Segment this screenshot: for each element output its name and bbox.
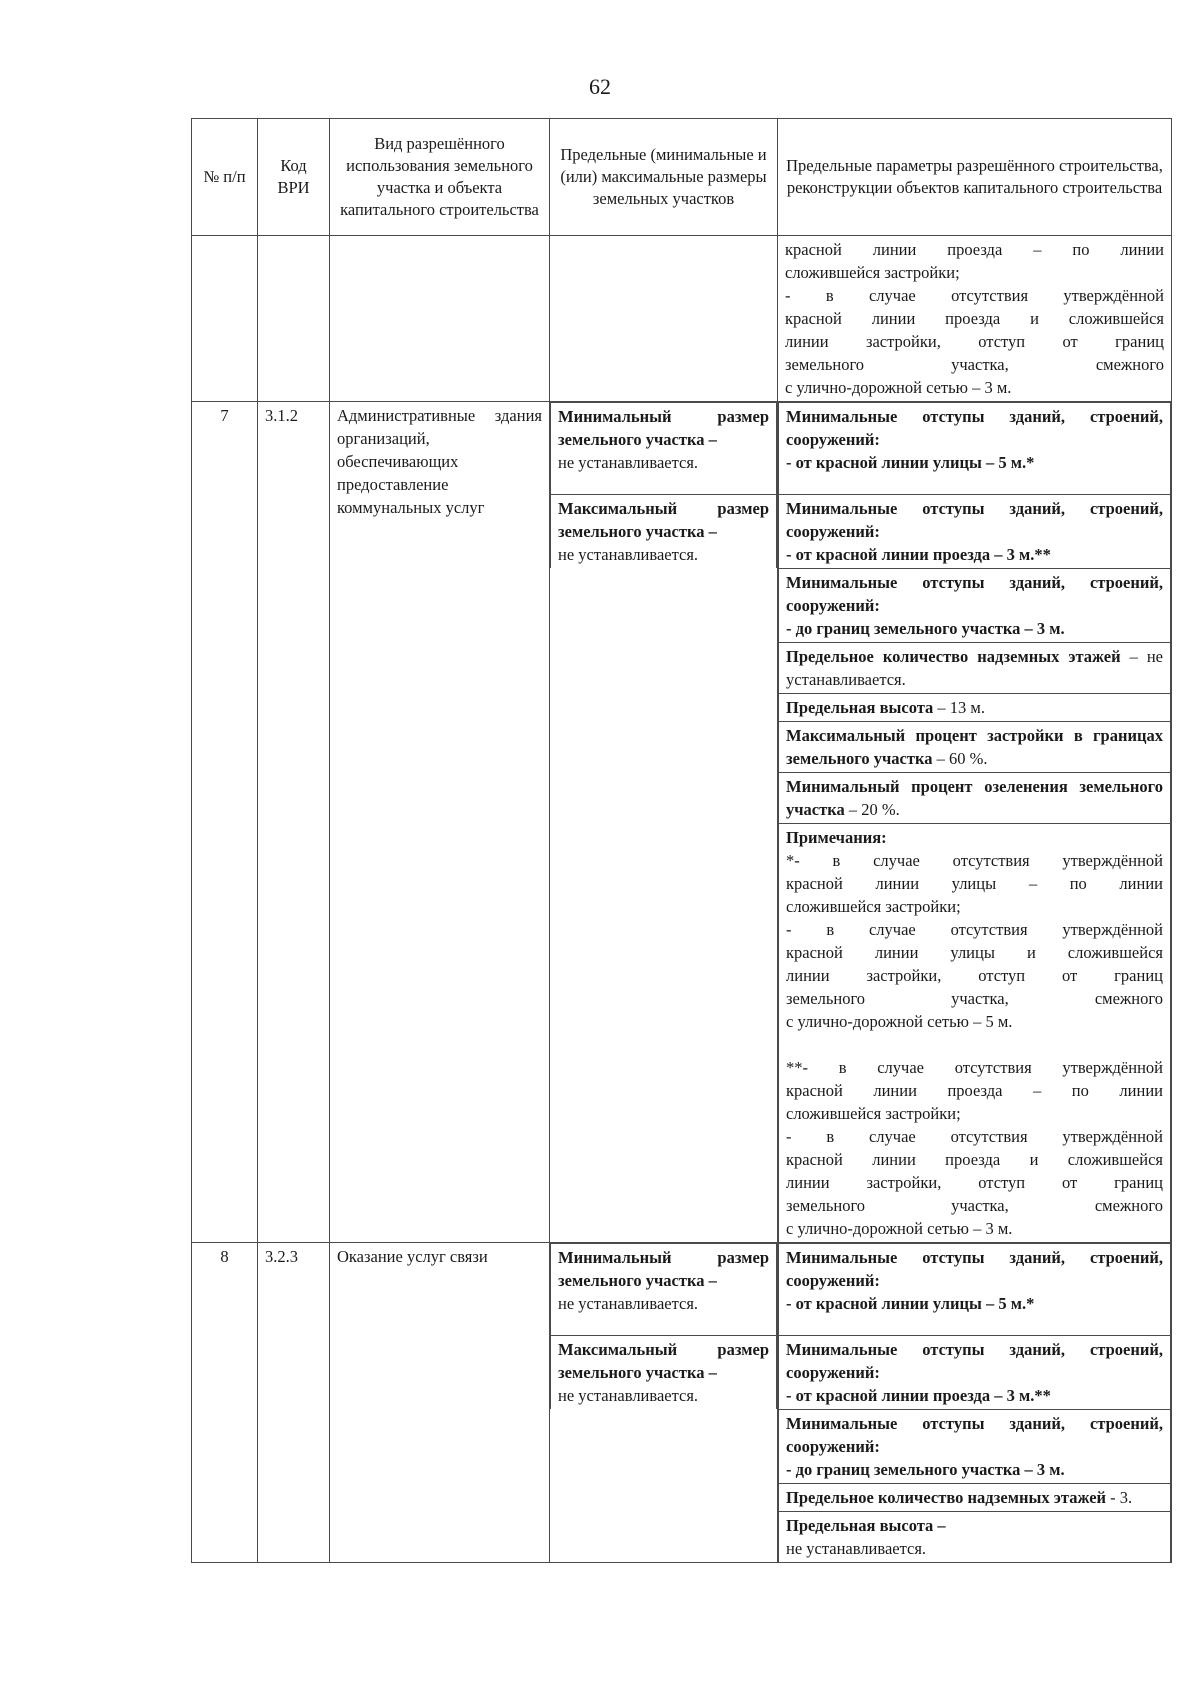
row7-max-size: Максимальный размер земельного участка – не устанавливается. (551, 495, 777, 569)
row7-param-7: Минимальный процент озеленения земельного участка – 20 %. (779, 773, 1171, 824)
table-row-8 (192, 1243, 1172, 1563)
notes-title: Примечания: (786, 828, 887, 847)
text-line: линии застройки, отступ от границ (786, 966, 1163, 985)
land-use-table (191, 118, 1172, 1563)
header-use: Вид разрешённого использования земельного участка и объекта капитального строительства (330, 119, 550, 236)
text-line: красной линии проезда и сложившейся (786, 1150, 1163, 1169)
row7-num: 7 (192, 402, 258, 1243)
table-header-row (192, 119, 1172, 236)
row8-param-2: Минимальные отступы зданий, строений, сооружений: - от красной линии проезда – 3 м.** (779, 1336, 1171, 1410)
row8-param-4: Предельное количество надземных этажей - 3. (779, 1484, 1171, 1512)
row7-param-1: Минимальные отступы зданий, строений, сооружений: - от красной линии улицы – 5 м.* (779, 403, 1171, 495)
row8-size-cells (550, 1243, 777, 1409)
text-line: - в случае отсутствия утверждённой (786, 920, 1163, 939)
text-line: линии застройки, отступ от границ (786, 1173, 1163, 1192)
text-line: линии застройки, отступ от границ (785, 332, 1164, 351)
row8-use: Оказание услуг связи (330, 1243, 550, 1563)
row7-min-size: Минимальный размер земельного участка – не устанавливается. (551, 403, 777, 495)
row7-param-3: Минимальные отступы зданий, строений, сооружений: - до границ земельного участка – 3 м. (779, 569, 1171, 643)
row7-param-2: Минимальные отступы зданий, строений, сооружений: - от красной линии проезда – 3 м.** (779, 495, 1171, 569)
header-code: Код ВРИ (258, 119, 330, 236)
text-line: красной линии проезда и сложившейся (785, 309, 1164, 328)
table-row-continuation (192, 236, 1172, 402)
row7-size-cells (550, 402, 777, 568)
text-line: красной линии улицы – по линии (786, 874, 1163, 893)
row7-param-4: Предельное количество надземных этажей – не устанавливается. (779, 643, 1171, 694)
row7-params-cells (778, 402, 1171, 1242)
text-line: сложившейся застройки; (786, 1104, 961, 1123)
text-line: красной линии проезда – по линии (786, 1081, 1163, 1100)
text-line: земельного участка, смежного (786, 989, 1163, 1008)
text-line: земельного участка, смежного (785, 355, 1164, 374)
row8-param-1: Минимальные отступы зданий, строений, сооружений: - от красной линии улицы – 5 м.* (779, 1244, 1171, 1336)
row7-param-5: Предельная высота – 13 м. (779, 694, 1171, 722)
text-line: с улично-дорожной сетью – 3 м. (785, 378, 1012, 397)
row8-min-size: Минимальный размер земельного участка – не устанавливается. (551, 1244, 777, 1336)
text-line: красной линии улицы и сложившейся (786, 943, 1163, 962)
table-row-7 (192, 402, 1172, 1243)
text-line: с улично-дорожной сетью – 5 м. (786, 1012, 1013, 1031)
header-params: Предельные параметры разрешённого строительства, реконструкции объектов капитального строительства (778, 119, 1172, 236)
text-line: красной линии проезда – по линии (785, 240, 1164, 259)
row8-num: 8 (192, 1243, 258, 1563)
row8-param-3: Минимальные отступы зданий, строений, сооружений: - до границ земельного участка – 3 м. (779, 1410, 1171, 1484)
text-line: с улично-дорожной сетью – 3 м. (786, 1219, 1013, 1238)
row7-use: Административные здания организаций, обеспечивающих предоставление коммунальных услуг (330, 402, 550, 1243)
text-line: *- в случае отсутствия утверждённой (786, 851, 1163, 870)
text-line: сложившейся застройки; (785, 263, 960, 282)
row8-param-5: Предельная высота – не устанавливается. (779, 1512, 1171, 1563)
text-line: **- в случае отсутствия утверждённой (786, 1058, 1163, 1077)
header-size: Предельные (минимальные и (или) максимальные размеры земельных участков (550, 119, 778, 236)
text-line: земельного участка, смежного (786, 1196, 1163, 1215)
row7-notes (779, 824, 1171, 1243)
continuation-params (778, 236, 1172, 402)
row8-code: 3.2.3 (258, 1243, 330, 1563)
text-line: - в случае отсутствия утверждённой (786, 1127, 1163, 1146)
text-line: сложившейся застройки; (786, 897, 961, 916)
row8-params-cells (778, 1243, 1171, 1562)
text-line: - в случае отсутствия утверждённой (785, 286, 1164, 305)
page-number: 62 (589, 74, 611, 99)
row8-max-size: Максимальный размер земельного участка – не устанавливается. (551, 1336, 777, 1410)
row7-code: 3.1.2 (258, 402, 330, 1243)
row7-param-6: Максимальный процент застройки в границах земельного участка – 60 %. (779, 722, 1171, 773)
header-num: № п/п (192, 119, 258, 236)
